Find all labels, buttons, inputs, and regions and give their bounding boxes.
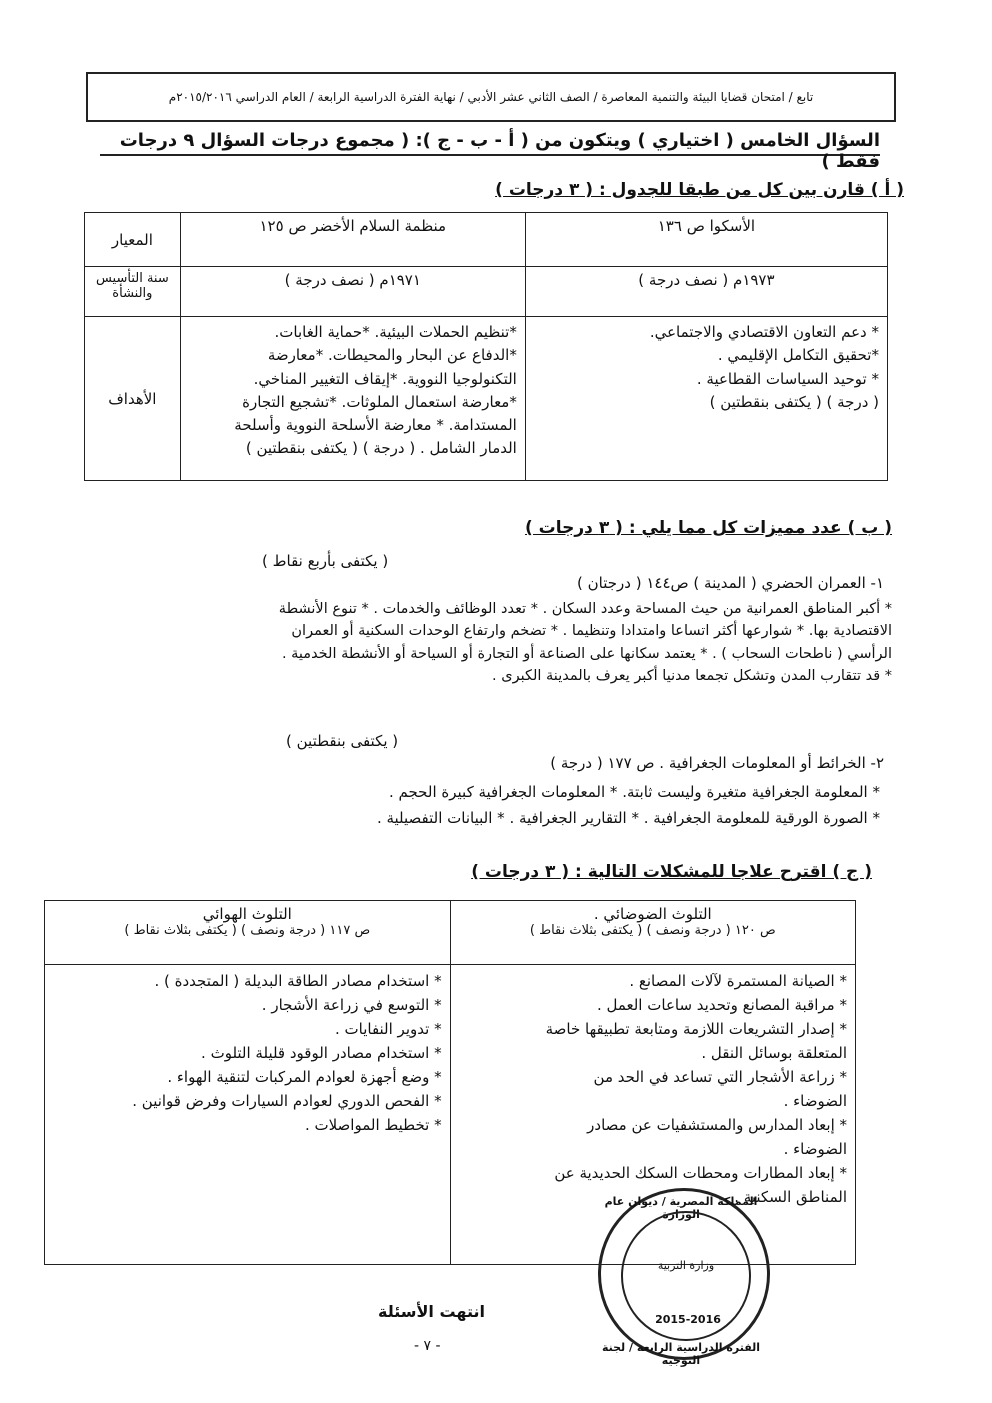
green-goals: [180, 317, 525, 481]
escwa-goals: [525, 317, 887, 481]
item1-lines: [92, 598, 892, 688]
escwa-goal: ( درجة ) ( يكتفى بنقطتين ): [709, 392, 879, 411]
noise-item: * مراقبة المصانع وتحديد ساعات العمل .: [596, 996, 847, 1014]
green-goal: *تنظيم الحملات البيئية. *حماية الغابات.: [274, 323, 517, 341]
air-title: التلوث الهوائي: [202, 905, 292, 923]
green-goal: *الدفاع عن البحار والمحيطات. *معارضة: [267, 346, 517, 365]
item2-title: ٢- الخرائط أو المعلومات الجغرافية . ص ١٧٧ ( درجة ): [550, 754, 884, 772]
air-item: * الفحص الدوري لعوادم السيارات وفرض قوانين .: [132, 1092, 442, 1110]
item2-lines: [100, 780, 880, 831]
air-item: * التوسع في زراعة الأشجار .: [261, 996, 442, 1014]
question5-title: السؤال الخامس ( اختياري ) ويتكون من ( أ - ب - ج ): ( مجموع درجات السؤال ٩ درجات فقط ): [119, 130, 880, 172]
item1-line: الرأسي ( ناطحات السحاب ) . * يعتمد سكانها على الصناعة أو التجارة أو السياحة أو الأنشطة الخدمية .: [281, 645, 892, 662]
noise-item: الضوضاء .: [783, 1092, 847, 1110]
noise-item: المناطق السكنية .: [734, 1188, 847, 1206]
col-green-header: منظمة السلام الأخضر ص ١٢٥: [180, 213, 525, 267]
exam-header-text: تابع / امتحان قضايا البيئة والتنمية المعاصرة / الصف الثاني عشر الأدبي / نهاية الفترة الدراسية الرابعة / العام الدراسي ٢٠١٥/٢٠١٦م: [168, 90, 814, 104]
noise-item: المتعلقة بوسائل النقل .: [701, 1044, 847, 1062]
air-page: ص ١١٧ ( درجة ونصف ) ( يكتفى بثلاث نقاط ): [124, 923, 371, 938]
air-item: * تخطيط المواصلات .: [304, 1116, 442, 1134]
item1-line: * قد تتقارب المدن وتشكل تجمعا مدنيا أكبر يعرف بالمدينة الكبرى .: [492, 668, 892, 685]
noise-page: ص ١٢٠ ( درجة ونصف ) ( يكتفى بثلاث نقاط ): [529, 923, 776, 938]
noise-item: * إصدار التشريعات اللازمة ومتابعة تطبيقها خاصة: [545, 1020, 847, 1038]
green-goal: التكنولوجيا النووية. *إيقاف التغيير المناخي.: [253, 369, 517, 388]
official-stamp: [598, 1188, 770, 1367]
item2-note: ( يكتفى بنقطتين ): [286, 732, 399, 750]
green-goal: *معارضة استعمال الملوثات. *تشجيع التجارة: [242, 392, 517, 411]
question-title-box: [100, 128, 880, 172]
comparison-table: [84, 212, 888, 481]
stamp-center-text: وزارة التربية: [657, 1259, 715, 1272]
noise-item: * الصيانة المستمرة لآلات المصانع .: [629, 972, 847, 990]
air-item: * تدوير النفايات .: [334, 1020, 442, 1038]
col-escwa-header: الأسكوا ص ١٣٦: [525, 213, 887, 267]
noise-item: * إبعاد المدارس والمستشفيات عن مصادر: [587, 1116, 847, 1134]
end-of-questions: انتهت الأسئلة: [378, 1302, 485, 1321]
item2-line: * الصورة الورقية للمعلومة الجغرافية . * التقارير الجغرافية . * البيانات التفصيلية .: [376, 808, 880, 827]
item1-line: * أكبر المناطق العمرانية من حيث المساحة وعدد السكان . * تعدد الوظائف والخدمات . * تنوع الأنشطة: [278, 601, 892, 617]
stamp-year: 2015-2016: [655, 1313, 721, 1326]
escwa-year: ١٩٧٣م ( نصف درجة ): [525, 267, 887, 317]
air-header: [45, 901, 451, 965]
noise-title: التلوث الضوضائي .: [593, 905, 712, 923]
part-b-heading: ( ب ) عدد مميزات كل مما يلي : ( ٣ درجات ): [524, 518, 892, 538]
page-number: - ٧ -: [414, 1338, 441, 1354]
air-item: * استخدام مصادر الطاقة البديلة ( المتجددة ) .: [154, 972, 442, 990]
air-item: * وضع أجهزة لعوادم المركبات لتنقية الهواء .: [167, 1068, 442, 1086]
noise-header: [450, 901, 855, 965]
item2-line: * المعلومة الجغرافية متغيرة وليست ثابتة. * المعلومات الجغرافية كبيرة الحجم .: [388, 783, 880, 801]
escwa-goal: * دعم التعاون الاقتصادي والاجتماعي.: [649, 323, 879, 341]
row-year-label: سنة التأسيس والنشأة: [85, 267, 181, 317]
stamp-inner-ring: [621, 1211, 751, 1341]
part-c-heading: ( ج ) اقترح علاجا للمشكلات التالية : ( ٣ درجات ): [471, 862, 872, 882]
item1-line: الاقتصادية بها. * شوارعها أكثر اتساعا وامتدادا وتنظيما . * تضخم وارتفاع الوحدات السكنية أو العمران: [291, 623, 892, 640]
stamp-bottom-text: الفترة الدراسية الرابعة / لجنة التوجيه: [601, 1341, 761, 1367]
green-goal: الدمار الشامل . ( درجة ) ( يكتفى بنقطتين ): [245, 439, 517, 458]
stamp-top-text: المملكة المصرية / ديوان عام الوزارة: [604, 1195, 758, 1221]
item1-title: ١- العمران الحضري ( المدينة ) ص١٤٤ ( درجتان ): [577, 574, 884, 592]
col-criterion-header: المعيار: [85, 213, 181, 267]
item1-note: ( يكتفى بأربع نقاط ): [262, 552, 389, 570]
part-a-heading: ( أ ) قارن بين كل من طبقا للجدول : ( ٣ درجات ): [495, 180, 904, 200]
air-solutions: [45, 965, 451, 1265]
escwa-goal: *تحقيق التكامل الإقليمي .: [717, 346, 879, 365]
air-item: * استخدام مصادر الوقود قليلة التلوث .: [201, 1044, 442, 1062]
exam-header: [86, 72, 896, 122]
noise-item: الضوضاء .: [783, 1140, 847, 1158]
row-goals-label: الأهداف: [85, 317, 181, 481]
escwa-goal: * توحيد السياسات القطاعية .: [696, 369, 879, 388]
green-year: ١٩٧١م ( نصف درجة ): [180, 267, 525, 317]
noise-item: * إبعاد المطارات ومحطات السكك الحديدية عن: [554, 1164, 847, 1182]
green-goal: المستدامة. * معارضة الأسلحة النووية وأسلحة: [234, 416, 517, 434]
noise-item: * زراعة الأشجار التي تساعد في الحد من: [593, 1068, 847, 1086]
